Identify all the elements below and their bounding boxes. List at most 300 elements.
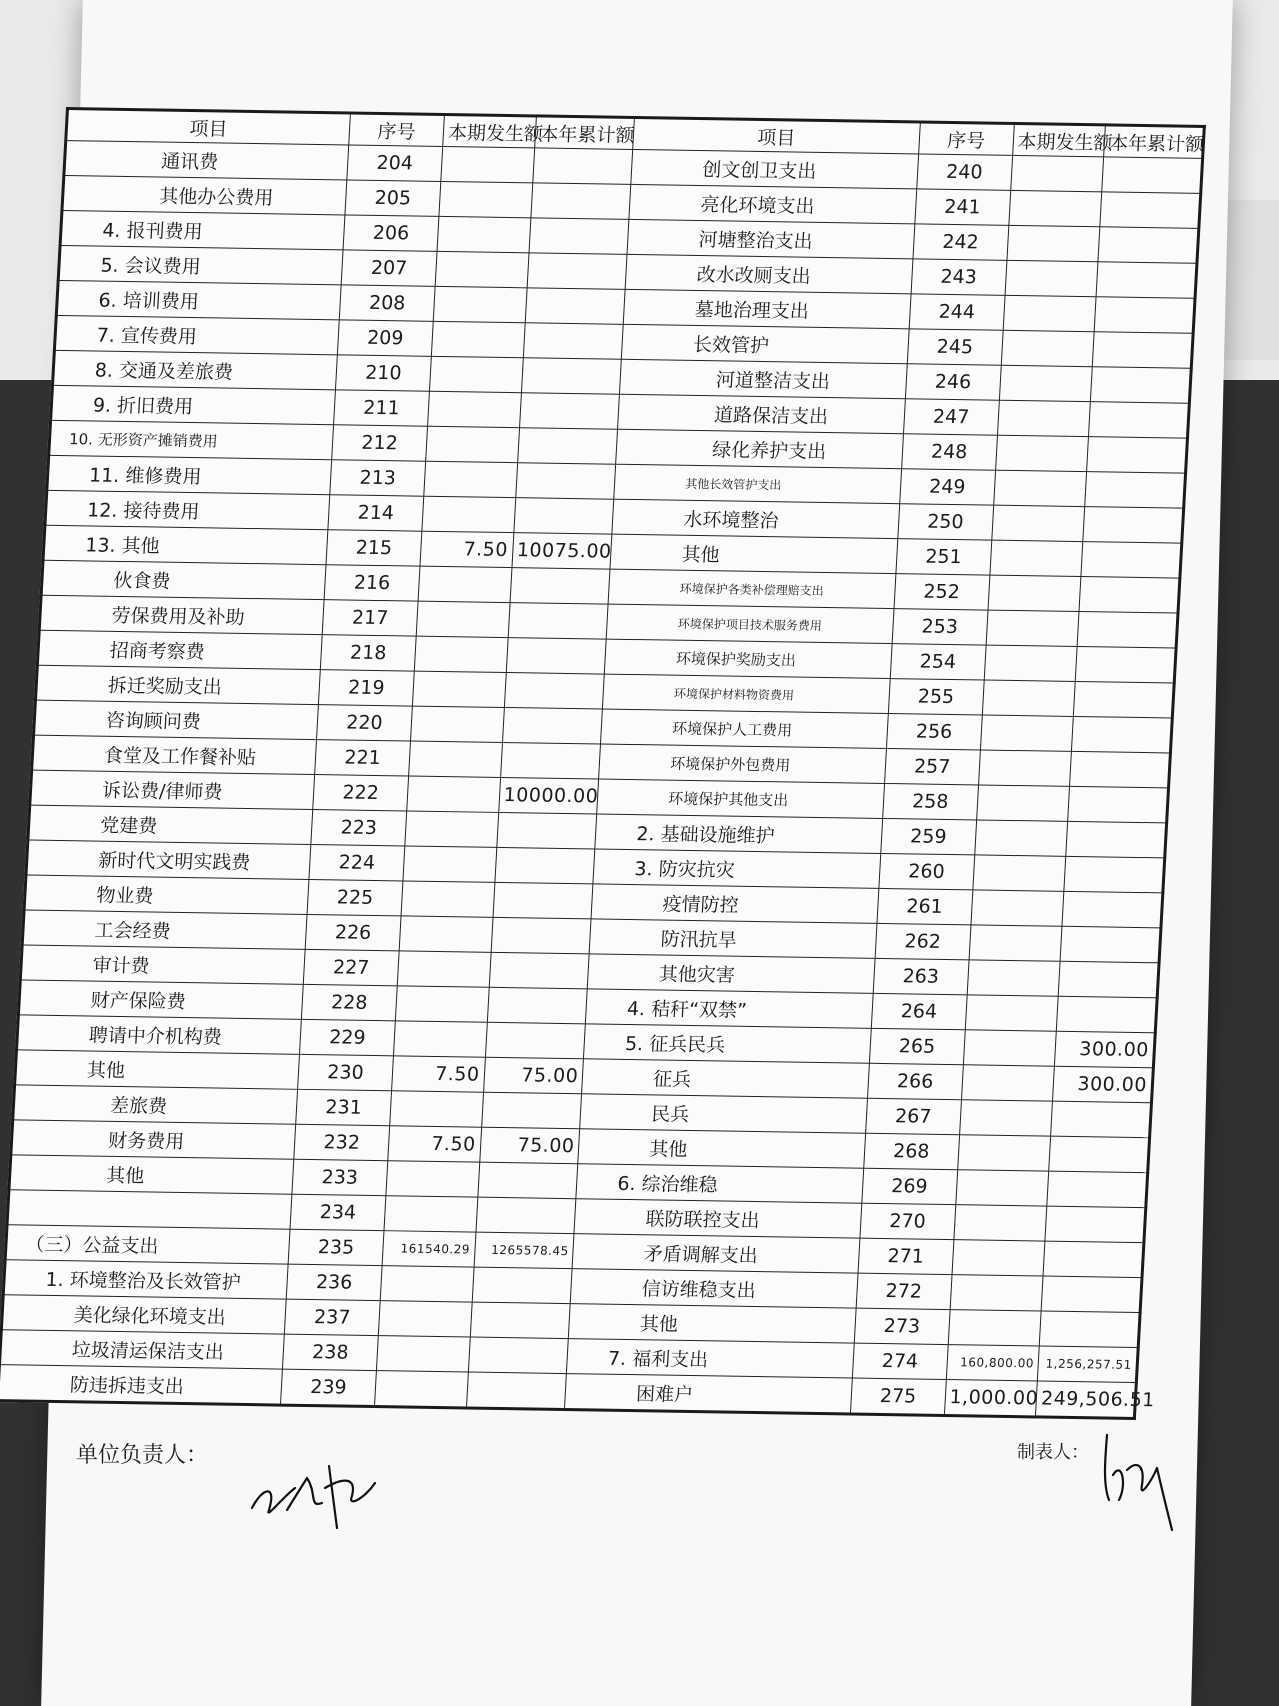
left-seq: 237	[284, 1299, 380, 1335]
right-item-name: 其他	[610, 534, 897, 573]
left-current-amount	[429, 356, 522, 392]
right-seq: 243	[911, 259, 1007, 295]
unit-head-label: 单位负责人：	[76, 1443, 209, 1468]
left-seq: 226	[305, 914, 401, 950]
right-current-amount	[974, 820, 1067, 856]
left-current-amount	[380, 1266, 473, 1302]
left-ytd-amount	[470, 1302, 571, 1339]
right-current-amount	[993, 470, 1086, 506]
left-ytd-amount: 10075.00	[511, 533, 612, 570]
left-current-amount	[428, 391, 521, 427]
right-current-amount	[991, 505, 1084, 541]
left-seq: 229	[300, 1019, 396, 1055]
left-seq: 228	[301, 984, 397, 1020]
left-ytd-amount	[496, 812, 597, 849]
right-current-amount	[955, 1170, 1048, 1206]
right-current-amount	[961, 1065, 1054, 1101]
right-current-amount	[984, 645, 1077, 681]
right-item-name: 环境保护各类补偿理赔支出	[608, 569, 895, 608]
right-current-amount	[971, 890, 1064, 926]
right-item-name: 河塘整治支出	[627, 219, 914, 258]
left-seq: 222	[313, 775, 409, 811]
left-current-amount	[414, 636, 507, 672]
left-current-amount	[405, 811, 498, 847]
right-seq: 264	[871, 993, 967, 1029]
right-current-amount	[986, 610, 1079, 646]
right-seq: 265	[869, 1028, 965, 1064]
right-current-amount	[988, 575, 1081, 611]
right-seq: 272	[856, 1273, 952, 1309]
left-seq: 232	[294, 1124, 390, 1160]
right-item-name: 防汛抗旱	[589, 919, 876, 958]
header-ytd-left: 本年累计额	[534, 116, 634, 150]
left-current-amount: 161540.29	[382, 1231, 475, 1267]
right-ytd-amount	[1056, 996, 1157, 1033]
right-seq: 255	[888, 679, 984, 715]
left-item-name: 聘请中介机构费	[17, 1015, 302, 1054]
left-ytd-amount	[532, 148, 633, 185]
right-current-amount	[978, 750, 1071, 786]
right-current-amount: 1,000.00	[944, 1380, 1037, 1417]
left-ytd-amount	[523, 323, 624, 360]
right-item-name: 墓地治理支出	[623, 289, 910, 328]
right-ytd-amount	[1070, 751, 1171, 788]
left-ytd-amount	[529, 218, 630, 255]
right-current-amount	[997, 400, 1090, 436]
left-seq: 221	[315, 740, 411, 776]
left-seq: 206	[343, 215, 439, 251]
right-seq: 258	[882, 783, 978, 819]
left-item-name: 拆迁奖励支出	[35, 665, 320, 704]
right-seq: 248	[901, 434, 997, 470]
left-seq: 212	[332, 425, 428, 461]
right-item-name: 环境保护材料物资费用	[603, 674, 890, 713]
left-ytd-amount	[494, 847, 595, 884]
right-item-name: 疫情防控	[591, 884, 878, 923]
right-item-name: 亮化环境支出	[629, 184, 916, 223]
left-ytd-amount	[477, 1162, 578, 1199]
left-current-amount	[437, 216, 530, 252]
left-current-amount	[418, 566, 511, 602]
left-current-amount	[409, 741, 502, 777]
left-item-name: 11. 维修费用	[47, 455, 332, 494]
left-current-amount	[433, 286, 526, 322]
left-current-amount	[378, 1301, 471, 1337]
unit-head-signature	[247, 1448, 397, 1533]
left-item-name: 12. 接待费用	[45, 490, 330, 529]
right-item-name: 5. 征兵民兵	[584, 1024, 871, 1063]
right-seq: 274	[852, 1343, 948, 1379]
right-ytd-amount	[1039, 1311, 1140, 1348]
left-seq: 213	[330, 460, 426, 496]
right-item-name: 改水改厕支出	[625, 254, 912, 293]
right-current-amount	[965, 995, 1058, 1031]
left-seq: 236	[286, 1264, 382, 1300]
right-item-name: 联防联控支出	[574, 1199, 861, 1238]
left-item-name: 6. 培训费用	[56, 280, 341, 319]
right-seq: 268	[863, 1133, 959, 1169]
right-item-name: 环境保护奖励支出	[605, 639, 892, 678]
left-item-name: 通讯费	[64, 141, 349, 180]
left-current-amount	[386, 1161, 479, 1197]
left-item-name: （三）公益支出	[5, 1225, 290, 1264]
left-seq: 204	[347, 145, 443, 181]
right-seq: 271	[858, 1238, 954, 1274]
right-ytd-amount	[1100, 192, 1201, 229]
left-seq: 239	[281, 1369, 377, 1406]
right-current-amount	[995, 435, 1088, 471]
right-item-name: 其他	[578, 1129, 865, 1168]
left-current-amount: 7.50	[420, 531, 513, 567]
left-current-amount	[395, 986, 488, 1022]
left-ytd-amount	[493, 882, 594, 919]
right-seq: 273	[854, 1308, 950, 1344]
right-ytd-amount	[1064, 856, 1165, 893]
left-seq: 227	[303, 949, 399, 985]
left-item-name: 其他	[9, 1155, 294, 1194]
right-current-amount	[954, 1205, 1047, 1241]
right-seq: 256	[886, 714, 982, 750]
left-seq: 231	[296, 1089, 392, 1125]
right-item-name: 水环境整治	[612, 499, 899, 538]
right-ytd-amount	[1075, 646, 1176, 683]
right-seq: 259	[880, 818, 976, 854]
right-item-name: 环境保护其他支出	[597, 779, 884, 818]
ledger-sheet	[0, 107, 1206, 1420]
left-item-name: 美化绿化环境支出	[1, 1295, 286, 1334]
right-seq: 254	[890, 644, 986, 680]
left-ytd-amount	[475, 1197, 576, 1234]
left-seq: 218	[320, 635, 416, 671]
right-ytd-amount: 300.00	[1055, 1031, 1156, 1068]
expense-ledger-table	[0, 107, 1206, 1420]
left-current-amount	[426, 426, 519, 462]
left-ytd-amount	[504, 673, 605, 710]
right-ytd-amount	[1079, 577, 1180, 614]
left-ytd-amount	[519, 393, 620, 430]
right-ytd-amount	[1058, 961, 1159, 998]
left-item-name: 财务费用	[11, 1120, 296, 1159]
left-item-name: 工会经费	[22, 910, 307, 949]
left-ytd-amount	[502, 707, 603, 744]
left-current-amount	[441, 146, 534, 182]
left-seq: 235	[288, 1229, 384, 1265]
right-current-amount	[973, 855, 1066, 891]
left-item-name: 8. 交通及差旅费	[52, 350, 337, 389]
left-current-amount: 7.50	[392, 1056, 485, 1092]
right-item-name: 民兵	[580, 1094, 867, 1133]
right-current-amount	[952, 1240, 1045, 1276]
right-ytd-amount	[1092, 332, 1193, 369]
header-item-left: 项目	[66, 109, 351, 145]
right-ytd-amount	[1081, 542, 1182, 579]
right-seq: 260	[879, 853, 975, 889]
left-item-name: 财产保险费	[18, 980, 303, 1019]
left-ytd-amount	[485, 1022, 586, 1059]
left-item-name: 1. 环境整治及长效管护	[3, 1260, 288, 1299]
header-seq-left: 序号	[349, 113, 445, 146]
left-ytd-amount: 1265578.45	[474, 1232, 575, 1269]
right-seq: 251	[896, 539, 992, 575]
right-seq: 241	[915, 189, 1011, 225]
left-current-amount	[410, 706, 503, 742]
left-ytd-amount	[525, 288, 626, 325]
left-current-amount	[424, 461, 517, 497]
right-ytd-amount: 249,506.51	[1036, 1381, 1137, 1419]
left-current-amount	[384, 1196, 477, 1232]
left-ytd-amount: 75.00	[479, 1127, 580, 1164]
left-current-amount	[407, 776, 500, 812]
right-seq: 267	[865, 1098, 961, 1134]
right-current-amount	[959, 1100, 1052, 1136]
right-item-name: 6. 综治维稳	[576, 1164, 863, 1203]
right-ytd-amount	[1041, 1276, 1142, 1313]
left-current-amount	[422, 496, 515, 532]
right-seq: 257	[884, 749, 980, 785]
left-seq: 207	[341, 250, 437, 286]
left-current-amount	[393, 1021, 486, 1057]
left-seq: 233	[292, 1159, 388, 1195]
left-item-name: 食堂及工作餐补贴	[32, 735, 317, 774]
left-current-amount	[435, 251, 528, 287]
left-item-name: 党建费	[28, 805, 313, 844]
right-seq: 270	[860, 1203, 956, 1239]
left-current-amount	[374, 1371, 467, 1408]
right-item-name: 其他长效管护支出	[614, 464, 901, 503]
right-seq: 245	[907, 329, 1003, 365]
left-item-name: 劳保费用及补助	[39, 595, 324, 634]
right-item-name: 2. 基础设施维护	[595, 814, 882, 853]
right-current-amount	[948, 1310, 1041, 1346]
right-ytd-amount	[1094, 297, 1195, 334]
right-ytd-amount	[1045, 1206, 1146, 1243]
left-current-amount	[403, 846, 496, 882]
right-ytd-amount	[1098, 227, 1199, 264]
header-ytd-right: 本年累计额	[1104, 125, 1205, 159]
signature-footer	[72, 1438, 1202, 1558]
left-ytd-amount	[489, 952, 590, 989]
right-seq: 244	[909, 294, 1005, 330]
left-ytd-amount	[515, 463, 616, 500]
left-item-name: 其他办公费用	[62, 176, 347, 215]
right-ytd-amount	[1051, 1101, 1152, 1138]
left-item-name: 差旅费	[13, 1085, 298, 1124]
right-ytd-amount	[1047, 1171, 1148, 1208]
left-ytd-amount	[468, 1337, 569, 1374]
right-ytd-amount	[1062, 891, 1163, 928]
right-seq: 253	[892, 609, 988, 645]
left-ytd-amount	[491, 917, 592, 954]
header-current-right: 本期发生额	[1012, 123, 1105, 156]
left-seq: 219	[318, 670, 414, 706]
left-ytd-amount	[508, 603, 609, 640]
right-item-name: 矛盾调解支出	[572, 1234, 859, 1273]
right-item-name: 征兵	[582, 1059, 869, 1098]
left-ytd-amount: 10000.00	[498, 777, 599, 814]
left-current-amount	[390, 1091, 483, 1127]
left-ytd-amount: 75.00	[483, 1057, 584, 1094]
left-seq: 234	[290, 1194, 386, 1230]
left-item-name: 垃圾清运保洁支出	[0, 1330, 284, 1369]
right-item-name: 长效管护	[622, 324, 909, 363]
right-ytd-amount	[1072, 716, 1173, 753]
left-seq: 215	[326, 530, 422, 566]
right-current-amount	[950, 1275, 1043, 1311]
right-current-amount	[957, 1135, 1050, 1171]
right-current-amount	[990, 540, 1083, 576]
right-current-amount	[967, 960, 1060, 996]
right-item-name: 绿化养护支出	[616, 429, 903, 468]
left-seq: 230	[298, 1054, 394, 1090]
right-seq: 250	[898, 504, 994, 540]
left-ytd-amount	[521, 358, 622, 395]
left-item-name: 咨询顾问费	[34, 700, 319, 739]
left-item-name: 诉讼费/律师费	[30, 770, 315, 809]
right-seq: 249	[899, 469, 995, 505]
right-ytd-amount	[1083, 507, 1184, 544]
right-current-amount	[1010, 155, 1103, 191]
left-current-amount	[439, 181, 532, 217]
left-seq: 225	[307, 879, 403, 915]
right-item-name: 环境保护人工费用	[601, 709, 888, 748]
right-seq: 246	[905, 364, 1001, 400]
right-ytd-amount	[1068, 786, 1169, 823]
right-ytd-amount: 300.00	[1053, 1066, 1154, 1103]
right-ytd-amount	[1085, 472, 1186, 509]
right-ytd-amount	[1049, 1136, 1150, 1173]
right-item-name: 其他灾害	[587, 954, 874, 993]
right-ytd-amount	[1060, 926, 1161, 963]
left-item-name: 新时代文明实践费	[26, 840, 311, 879]
right-item-name: 3. 防灾抗灾	[593, 849, 880, 888]
right-ytd-amount	[1089, 402, 1190, 439]
right-seq: 262	[875, 923, 971, 959]
left-seq: 214	[328, 495, 424, 531]
left-seq: 223	[311, 810, 407, 846]
right-item-name: 信访维稳支出	[570, 1269, 857, 1308]
left-seq: 211	[334, 390, 430, 426]
right-ytd-amount	[1102, 157, 1203, 194]
left-ytd-amount	[500, 742, 601, 779]
left-current-amount	[376, 1336, 469, 1372]
left-seq: 205	[345, 180, 441, 216]
right-seq: 247	[903, 399, 999, 435]
right-current-amount: 160,800.00	[946, 1345, 1039, 1381]
right-ytd-amount	[1096, 262, 1197, 299]
right-current-amount	[980, 715, 1073, 751]
left-item-name: 防违拆违支出	[0, 1365, 282, 1405]
left-item-name: 7. 宣传费用	[54, 315, 339, 354]
right-seq: 242	[913, 224, 1009, 260]
right-seq: 252	[894, 574, 990, 610]
left-ytd-amount	[513, 498, 614, 535]
left-seq: 220	[317, 705, 413, 741]
left-current-amount	[416, 601, 509, 637]
left-current-amount	[399, 916, 492, 952]
right-current-amount	[1008, 190, 1101, 226]
right-current-amount	[999, 365, 1092, 401]
left-item-name	[7, 1190, 292, 1229]
right-ytd-amount	[1087, 437, 1188, 474]
maker-label: 制表人：	[1017, 1442, 1089, 1463]
right-item-name: 创文创卫支出	[631, 149, 918, 188]
left-current-amount	[412, 671, 505, 707]
right-seq: 269	[862, 1168, 958, 1204]
left-ytd-amount	[481, 1092, 582, 1129]
right-item-name: 道路保洁支出	[618, 394, 905, 433]
right-ytd-amount	[1091, 367, 1192, 404]
right-current-amount	[969, 925, 1062, 961]
left-ytd-amount	[487, 987, 588, 1024]
header-current-left: 本期发生额	[443, 114, 536, 147]
right-ytd-amount	[1073, 681, 1174, 718]
left-item-name: 4. 报刊费用	[60, 210, 345, 249]
left-item-name: 9. 折旧费用	[51, 385, 336, 424]
right-item-name: 7. 福利支出	[567, 1339, 854, 1378]
left-ytd-amount	[472, 1267, 573, 1304]
left-seq: 216	[324, 565, 420, 601]
left-current-amount	[397, 951, 490, 987]
left-item-name: 10. 无形资产摊销费用	[49, 420, 334, 459]
right-seq: 275	[850, 1378, 946, 1415]
left-seq: 217	[322, 600, 418, 636]
right-current-amount	[1001, 330, 1094, 366]
right-current-amount	[982, 680, 1075, 716]
left-seq: 224	[309, 844, 405, 880]
left-ytd-amount	[517, 428, 618, 465]
maker-signature	[1097, 1430, 1187, 1535]
right-seq: 263	[873, 958, 969, 994]
left-item-name: 其他	[15, 1050, 300, 1089]
right-seq: 266	[867, 1063, 963, 1099]
right-item-name: 4. 秸秆“双禁”	[586, 989, 873, 1028]
right-ytd-amount	[1066, 821, 1167, 858]
left-current-amount	[431, 321, 524, 357]
left-item-name: 物业费	[24, 875, 309, 914]
right-item-name: 环境保护项目技术服务费用	[606, 604, 893, 643]
header-item-right: 项目	[633, 117, 920, 153]
right-current-amount	[1007, 225, 1100, 261]
left-ytd-amount	[466, 1372, 567, 1410]
left-item-name: 5. 会议费用	[58, 245, 343, 284]
left-current-amount: 7.50	[388, 1126, 481, 1162]
right-ytd-amount	[1077, 612, 1178, 649]
right-item-name: 河道整洁支出	[620, 359, 907, 398]
right-ytd-amount: 1,256,257.51	[1038, 1346, 1139, 1383]
right-seq: 240	[916, 154, 1012, 190]
right-ytd-amount	[1043, 1241, 1144, 1278]
right-current-amount	[976, 785, 1069, 821]
left-seq: 210	[335, 355, 431, 391]
right-item-name: 其他	[569, 1304, 856, 1343]
left-item-name: 审计费	[20, 945, 305, 984]
left-seq: 209	[337, 320, 433, 356]
right-item-name: 困难户	[565, 1374, 852, 1414]
left-item-name: 13. 其他	[43, 525, 328, 564]
left-current-amount	[401, 881, 494, 917]
right-current-amount	[963, 1030, 1056, 1066]
right-current-amount	[1003, 295, 1096, 331]
right-seq: 261	[877, 888, 973, 924]
left-ytd-amount	[527, 253, 628, 290]
left-item-name: 招商考察费	[37, 630, 322, 669]
left-item-name: 伙食费	[41, 560, 326, 599]
header-seq-right: 序号	[918, 122, 1014, 155]
left-seq: 238	[282, 1334, 378, 1370]
right-current-amount	[1005, 260, 1098, 296]
left-ytd-amount	[506, 638, 607, 675]
right-item-name: 环境保护外包费用	[599, 744, 886, 783]
